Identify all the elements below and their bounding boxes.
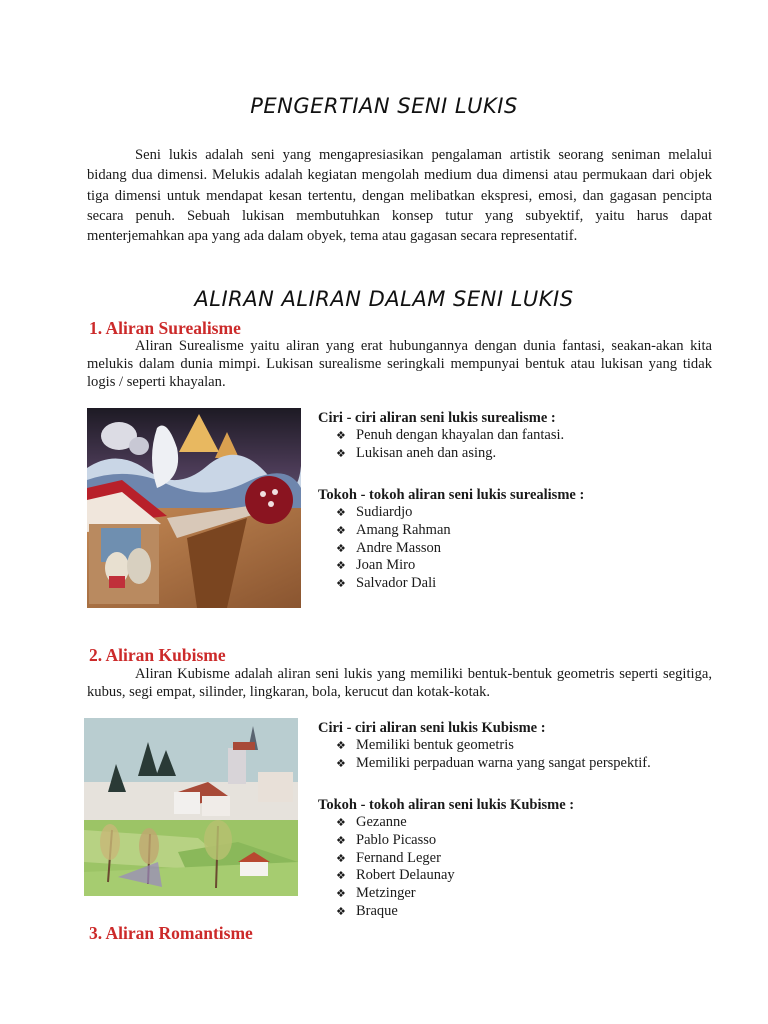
list-item-text: Sudiardjo — [356, 504, 413, 520]
list-item — [336, 445, 564, 463]
ciri-surealisme — [318, 409, 564, 463]
list-item-text: Fernand Leger — [356, 849, 441, 866]
intro-text: Seni lukis adalah seni yang mengapresiasikan pengalaman artistik seorang seniman melalui bidang dua dimensi. Melukis adalah kegiatan mengolah medium dua dimensi atau permukaan dari objek tiga dimensi untuk mendapat kesan tertentu, dengan melibatkan ekspresi, emosi, dan gagasan pencipta secara penuh. Sebuah lukisan membutuhkan konsep tutur yang subyektif, yaitu harus dapat menterjemahkan apa yang ada dalam obyek, tema atau gagasan secara representatif. — [87, 147, 712, 245]
diamond-bullet-icon: ❖ — [336, 833, 346, 847]
ciri-list — [318, 737, 651, 773]
list-item-text: Penuh dengan khayalan dan fantasi. — [356, 427, 565, 443]
list-item-text: Memiliki perpaduan warna yang sangat perspektif. — [356, 754, 651, 771]
cubism-painting-illustration — [78, 712, 302, 897]
description-surealisme — [87, 337, 712, 391]
list-item-text: Metzinger — [356, 885, 416, 902]
ciri-kubisme — [318, 719, 651, 773]
description-text: Aliran Surealisme yaitu aliran yang erat hubungannya dengan dunia fantasi, seakan-akan kita melukis dalam dunia mimpi. Lukisan surealisme seringkali mempunyai bentuk atau lukisan yang tidak logis / seperti khayalan. — [87, 338, 712, 390]
tokoh-list — [318, 504, 584, 593]
list-item — [336, 755, 651, 773]
kubisme-painting-image — [78, 712, 302, 897]
list-item-text: Amang Rahman — [356, 521, 451, 538]
diamond-bullet-icon: ❖ — [336, 887, 346, 901]
list-item — [336, 522, 584, 540]
tokoh-label: Tokoh - tokoh aliran seni lukis Kubisme : — [318, 797, 575, 813]
list-item — [336, 885, 574, 903]
diamond-bullet-icon: ❖ — [336, 446, 346, 460]
list-item-text: Braque — [356, 902, 398, 919]
description-text: Aliran Kubisme adalah aliran seni lukis yang memiliki bentuk-bentuk geometris seperti segitiga, kubus, segi empat, silinder, lingkaran, bola, kerucut dan kotak-kotak. — [87, 666, 712, 700]
diamond-bullet-icon: ❖ — [336, 739, 346, 752]
list-item — [336, 427, 564, 445]
surealisme-painting-image — [87, 408, 301, 608]
tokoh-kubisme — [318, 796, 574, 921]
heading-kubisme: 2. Aliran Kubisme — [89, 645, 226, 665]
diamond-bullet-icon: ❖ — [336, 523, 346, 537]
intro-paragraph — [87, 145, 712, 246]
list-item-text: Andre Masson — [356, 539, 441, 556]
list-item-text: Lukisan aneh dan asing. — [356, 444, 497, 461]
list-item — [336, 903, 574, 921]
diamond-bullet-icon: ❖ — [336, 851, 346, 865]
surrealism-painting-illustration — [87, 408, 301, 608]
list-item — [336, 832, 574, 850]
list-item-text: Robert Delaunay — [356, 867, 455, 884]
diamond-bullet-icon: ❖ — [336, 559, 346, 573]
heading-surealisme: 1. Aliran Surealisme — [89, 318, 241, 338]
list-item — [336, 557, 584, 575]
description-kubisme — [87, 665, 712, 701]
list-item-text: Gezanne — [356, 814, 407, 830]
tokoh-list — [318, 814, 574, 921]
list-item — [336, 814, 574, 832]
diamond-bullet-icon: ❖ — [336, 577, 346, 591]
section-title: ALIRAN ALIRAN DALAM SENI LUKIS — [194, 287, 574, 311]
ciri-label: Ciri - ciri aliran seni lukis Kubisme : — [318, 720, 546, 736]
diamond-bullet-icon: ❖ — [336, 816, 346, 829]
list-item — [336, 867, 574, 885]
list-item — [336, 540, 584, 558]
list-item — [336, 850, 574, 868]
diamond-bullet-icon: ❖ — [336, 904, 346, 918]
list-item-text: Salvador Dali — [356, 575, 437, 592]
tokoh-surealisme — [318, 486, 584, 593]
list-item — [336, 504, 584, 522]
diamond-bullet-icon: ❖ — [336, 429, 346, 442]
ciri-label: Ciri - ciri aliran seni lukis surealisme : — [318, 410, 556, 426]
list-item — [336, 737, 651, 755]
heading-romantisme: 3. Aliran Romantisme — [89, 923, 253, 943]
diamond-bullet-icon: ❖ — [336, 506, 346, 519]
page-title: PENGERTIAN SENI LUKIS — [250, 94, 518, 118]
ciri-list — [318, 427, 564, 463]
diamond-bullet-icon: ❖ — [336, 541, 346, 555]
list-item-text: Joan Miro — [356, 557, 416, 574]
list-item-text: Memiliki bentuk geometris — [356, 737, 514, 753]
tokoh-label: Tokoh - tokoh aliran seni lukis surealisme : — [318, 487, 585, 503]
diamond-bullet-icon: ❖ — [336, 869, 346, 883]
list-item — [336, 575, 584, 593]
list-item-text: Pablo Picasso — [356, 831, 437, 848]
diamond-bullet-icon: ❖ — [336, 756, 346, 770]
